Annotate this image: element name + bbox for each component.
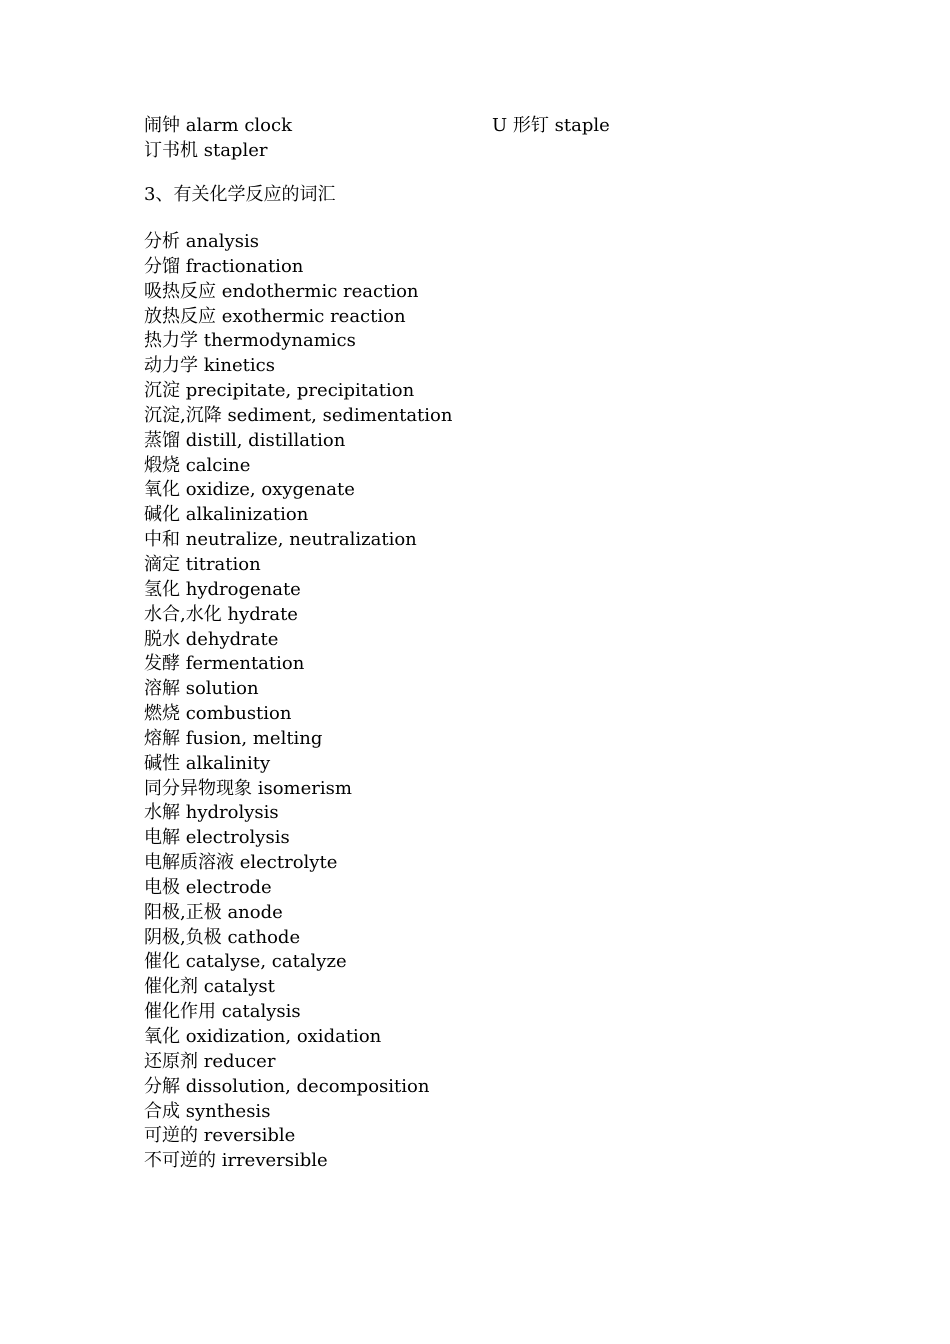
list-item: 热力学 thermodynamics — [144, 330, 356, 352]
list-item: 碱化 alkalinization — [144, 504, 309, 526]
list-item: 放热反应 exothermic reaction — [144, 305, 406, 327]
list-item: 可逆的 reversible — [144, 1125, 296, 1147]
list-item: 合成 synthesis — [144, 1100, 271, 1122]
list-item: 催化作用 catalysis — [144, 1001, 301, 1023]
list-item: 沉淀,沉降 sediment, sedimentation — [144, 404, 453, 426]
vocab-list — [144, 230, 452, 1174]
list-item: 动力学 kinetics — [144, 355, 275, 377]
list-item: 氢化 hydrogenate — [144, 578, 301, 600]
list-item: 溶解 solution — [144, 678, 259, 700]
list-item: 熔解 fusion, melting — [144, 727, 323, 749]
list-item: 不可逆的 irreversible — [144, 1150, 328, 1172]
list-item: 分馏 fractionation — [144, 255, 304, 277]
list-item: 阴极,负极 cathode — [144, 926, 301, 948]
list-item: 燃烧 combustion — [144, 703, 292, 725]
list-item: 分解 dissolution, decomposition — [144, 1075, 430, 1097]
list-item: 催化 catalyse, catalyze — [144, 951, 347, 973]
vocab-entry-stapler: 订书机 stapler — [144, 140, 268, 161]
list-item: 分析 analysis — [144, 231, 259, 252]
list-item: 催化剂 catalyst — [144, 976, 275, 998]
list-item: 氧化 oxidize, oxygenate — [144, 479, 355, 501]
list-item: 中和 neutralize, neutralization — [144, 529, 417, 551]
list-item: 发酵 fermentation — [144, 653, 305, 675]
list-item: 碱性 alkalinity — [144, 752, 271, 774]
vocab-entry-staple: U 形钉 staple — [492, 115, 610, 136]
section-heading: 3、有关化学反应的词汇 — [144, 184, 336, 205]
list-item: 煅烧 calcine — [144, 454, 251, 476]
list-item: 滴定 titration — [144, 553, 261, 575]
list-item: 脱水 dehydrate — [144, 628, 279, 650]
list-item: 电解质溶液 electrolyte — [144, 852, 338, 874]
list-item: 沉淀 precipitate, precipitation — [144, 380, 415, 402]
list-item: 电极 electrode — [144, 876, 272, 898]
list-item: 氧化 oxidization, oxidation — [144, 1026, 382, 1047]
list-item: 阳极,正极 anode — [144, 901, 283, 923]
list-item: 水解 hydrolysis — [144, 802, 279, 824]
list-item: 还原剂 reducer — [144, 1050, 276, 1072]
list-item: 蒸馏 distill, distillation — [144, 429, 346, 451]
list-item: 吸热反应 endothermic reaction — [144, 280, 419, 302]
list-item: 电解 electrolysis — [144, 827, 290, 849]
list-item: 水合,水化 hydrate — [144, 603, 298, 625]
vocab-entry-alarm-clock: 闹钟 alarm clock — [144, 115, 292, 136]
list-item: 同分异物现象 isomerism — [144, 777, 352, 799]
